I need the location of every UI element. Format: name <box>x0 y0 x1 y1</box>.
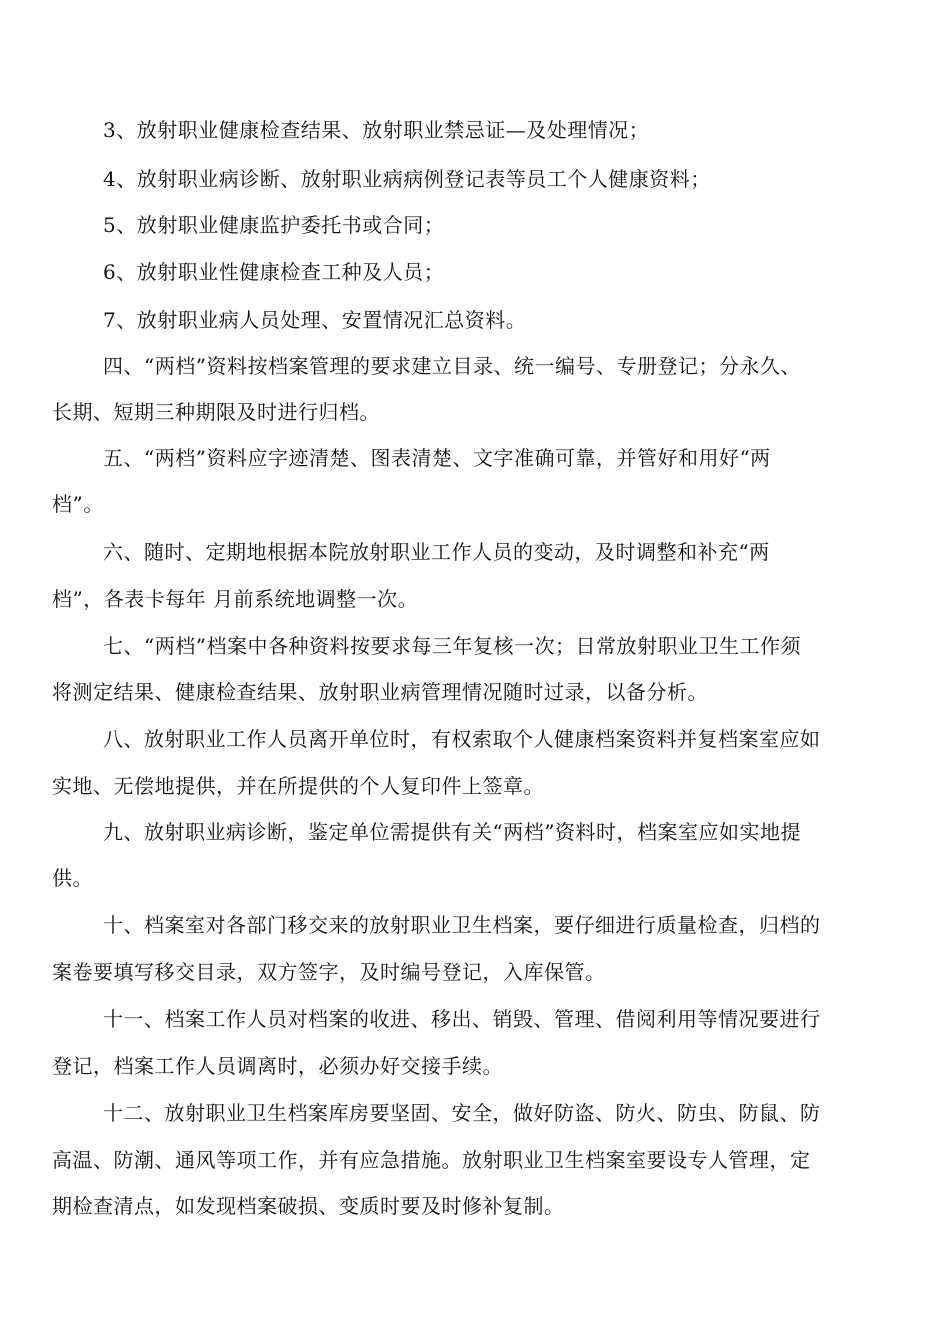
text-line-3: 5、放射职业健康监护委托书或合同； <box>103 213 445 237</box>
text-line-9: 档”。 <box>52 492 104 516</box>
text-line-19: 案卷要填写移交目录，双方签字，及时编号登记，入库保管。 <box>52 960 606 984</box>
text-line-2: 4、放射职业病诊断、放射职业病病例登记表等员工个人健康资料； <box>103 167 711 191</box>
text-line-23: 高温、防潮、通风等项工作，并有应急措施。放射职业卫生档案室要设专人管理，定 <box>52 1148 811 1172</box>
text-line-5: 7、放射职业病人员处理、安置情况汇总资料。 <box>103 308 527 332</box>
text-line-8: 五、“两档”资料应字迹清楚、图表清楚、文字准确可靠，并管好和用好“两 <box>103 446 771 470</box>
text-line-1: 3、放射职业健康检查结果、放射职业禁忌证—及处理情况； <box>103 118 650 142</box>
text-line-12: 七、“两档”档案中各种资料按要求每三年复核一次；日常放射职业卫生工作须 <box>103 634 801 658</box>
text-line-15: 实地、无偿地提供，并在所提供的个人复印件上签章。 <box>52 774 544 798</box>
text-line-18: 十、档案室对各部门移交来的放射职业卫生档案，要仔细进行质量检查，归档的 <box>103 913 821 937</box>
text-line-6: 四、“两档”资料按档案管理的要求建立目录、统一编号、专册登记；分永久、 <box>103 354 801 378</box>
text-line-22: 十二、放射职业卫生档案库房要坚固、安全，做好防盗、防火、防虫、防鼠、防 <box>103 1101 821 1125</box>
text-line-7: 长期、短期三种期限及时进行归档。 <box>52 400 380 424</box>
text-line-16: 九、放射职业病诊断，鉴定单位需提供有关“两档”资料时，档案室应如实地提 <box>103 820 801 844</box>
text-line-21: 登记，档案工作人员调离时，必须办好交接手续。 <box>52 1054 503 1078</box>
text-line-17: 供。 <box>52 866 93 890</box>
text-line-14: 八、放射职业工作人员离开单位时，有权索取个人健康档案资料并复档案室应如 <box>103 727 821 751</box>
text-line-10: 六、随时、定期地根据本院放射职业工作人员的变动，及时调整和补充“两 <box>103 540 770 564</box>
text-line-11: 档”，各表卡每年 月前系统地调整一次。 <box>52 587 419 611</box>
text-line-4: 6、放射职业性健康检查工种及人员； <box>103 260 445 284</box>
text-line-13: 将测定结果、健康检查结果、放射职业病管理情况随时过录，以备分析。 <box>52 680 708 704</box>
text-line-20: 十一、档案工作人员对档案的收进、移出、销毁、管理、借阅利用等情况要进行 <box>103 1007 821 1031</box>
text-line-24: 期检查清点，如发现档案破损、变质时要及时修补复制。 <box>52 1194 565 1218</box>
